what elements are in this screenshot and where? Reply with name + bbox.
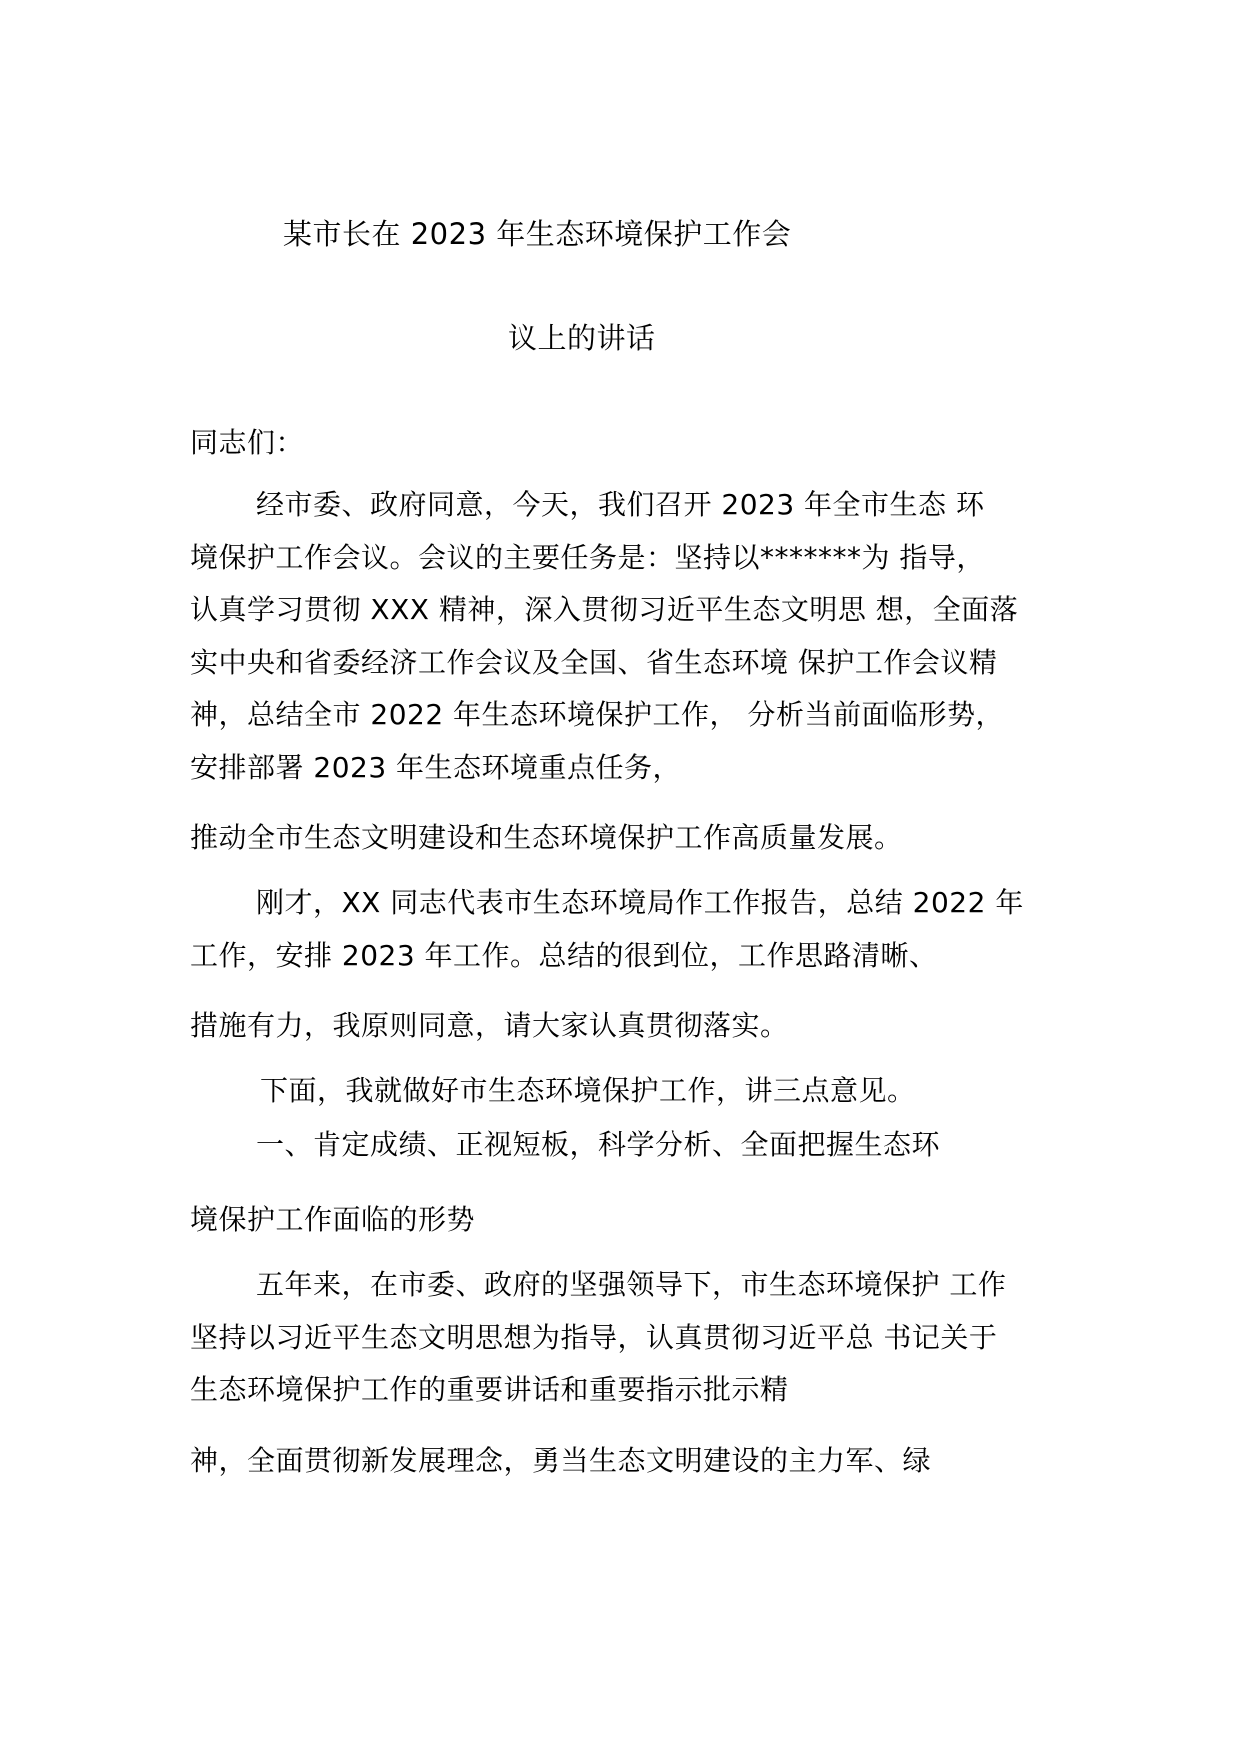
body-line: 实中央和省委经济工作会议及全国、省生态环境 保护工作会议精 [190,646,998,679]
body-line: 工作，安排 2023 年工作。总结的很到位，工作思路清晰、 [190,939,938,972]
body-line: 生态环境保护工作的重要讲话和重要指示批示精 [190,1373,789,1406]
body-line: 经市委、政府同意，今天，我们召开 2023 年全市生态 环 [256,488,985,521]
section-heading-line: 境保护工作面临的形势 [190,1203,476,1236]
document-title-line-2: 议上的讲话 [508,321,656,355]
body-line: 下面，我就做好市生态环境保护工作，讲三点意见。 [260,1074,916,1107]
document-title-line-1: 某市长在 2023 年生态环境保护工作会 [283,217,792,251]
body-line: 安排部署 2023 年生态环境重点任务， [190,751,682,784]
body-line: 境保护工作会议。会议的主要任务是：坚持以*******为 指导， [190,541,985,574]
body-line: 推动全市生态文明建设和生态环境保护工作高质量发展。 [190,821,903,854]
body-line: 措施有力，我原则同意，请大家认真贯彻落实。 [190,1009,789,1042]
body-line: 神，全面贯彻新发展理念，勇当生态文明建设的主力军、绿 [190,1444,932,1477]
salutation: 同志们： [190,426,305,459]
body-line: 刚才，XX 同志代表市生态环境局作工作报告，总结 2022 年 [256,886,1024,919]
body-line: 坚持以习近平生态文明思想为指导，认真贯彻习近平总 书记关于 [190,1321,998,1354]
section-heading-line: 一、肯定成绩、正视短板，科学分析、全面把握生态环 [256,1128,941,1161]
body-line: 五年来，在市委、政府的坚强领导下，市生态环境保护 工作 [256,1268,1007,1301]
body-line: 神，总结全市 2022 年生态环境保护工作， 分析当前面临形势， [190,698,1004,731]
body-line: 认真学习贯彻 XXX 精神，深入贯彻习近平生态文明思 想，全面落 [190,593,1019,626]
